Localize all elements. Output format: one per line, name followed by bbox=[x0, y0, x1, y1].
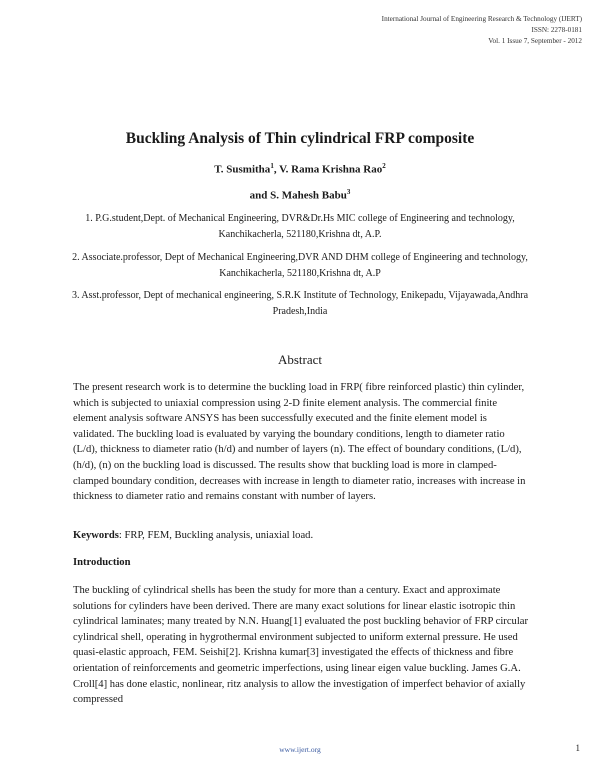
keywords-line bbox=[73, 530, 313, 541]
author-2-sup: 2 bbox=[382, 162, 386, 170]
authors-line-1 bbox=[0, 162, 600, 176]
author-2-name: V. Rama Krishna Rao bbox=[279, 163, 383, 176]
author-separator: , bbox=[273, 163, 280, 176]
abstract-text: The present research work is to determine the buckling load in FRP( fibre reinforced plastic) thin cylinder, which is subjected to uniaxial compression using 2-D finite element analysis. The commercial finite element analysis software ANSYS has been successfully executed and the finite element model is validated. The buckling load is evaluated by varying the boundary conditions, length to diameter ratio (L/d), thickness to diameter ratio (h/d) and number of layers (n). The effect of boundary conditions, (L/d), (h/d), (n) on the buckling load is discussed. The results show that buckling load is more in clamped-clamped boundary condition, decreases with increase in length to diameter ratio, increases with increase in thickness to diameter ratio and remains constant with number of layers. bbox=[73, 382, 526, 503]
author-3-name: S. Mahesh Babu bbox=[270, 189, 347, 202]
footer-url[interactable]: www.ijert.org bbox=[279, 745, 321, 754]
affiliation-3: 3. Asst.professor, Dept of mechanical engineering, S.R.K Institute of Technology, Enikepadu, Vijayawada,Andhra Pradesh,India bbox=[71, 290, 529, 317]
authors-line-2 bbox=[0, 188, 600, 202]
introduction-text: The buckling of cylindrical shells has been the study for more than a century. Exact and approximate solutions for cylinders have been derived. There are many exact solutions for linear elastic isotropic thin cylindrical laminates; many treated by N.N. Huang[1] evaluated the post buckling behavior of FRP circular cylindrical shell, operating in hygrothermal environment subjected to uniform external pressure. He used quasi-elastic approach, FEM. Seishi[2]. Krishna kumar[3] investigated the effects of thickness and fibre orientation of reinforcements and geometric imperfections, using linear eigen value buckling. James G.A. Croll[4] has done elastic, nonlinear, ritz analysis to allow the investigation of imperfect behavior of axially compressed bbox=[73, 585, 529, 706]
author-1-sup: 1 bbox=[270, 162, 274, 170]
journal-name: International Journal of Engineering Research & Technology (IJERT) bbox=[381, 15, 582, 23]
page-number: 1 bbox=[575, 743, 580, 753]
affiliation-2: 2. Associate.professor, Dept of Mechanical Engineering,DVR AND DHM college of Engineering and technology, Kanchikacherla, 521180,Krishna dt, A.P bbox=[72, 252, 528, 279]
journal-header bbox=[382, 14, 582, 47]
abstract-heading: Abstract bbox=[277, 352, 323, 367]
introduction-heading: Introduction bbox=[73, 557, 131, 568]
journal-volume: Vol. 1 Issue 7, September - 2012 bbox=[488, 37, 582, 45]
author-3-prefix: and bbox=[249, 189, 271, 202]
keywords-label: Keywords bbox=[73, 530, 119, 541]
author-3-sup: 3 bbox=[346, 188, 351, 196]
paper-title: Buckling Analysis of Thin cylindrical FRP composite bbox=[125, 130, 475, 147]
keywords-text: : FRP, FEM, Buckling analysis, uniaxial load. bbox=[118, 530, 314, 541]
journal-issn: ISSN: 2278-0181 bbox=[531, 26, 582, 34]
author-1-name: T. Susmitha bbox=[214, 163, 271, 176]
affiliation-1: 1. P.G.student,Dept. of Mechanical Engineering, DVR&Dr.Hs MIC college of Engineering and technology, Kanchikacherla, 521180,Krishna dt, A.P. bbox=[85, 213, 515, 240]
